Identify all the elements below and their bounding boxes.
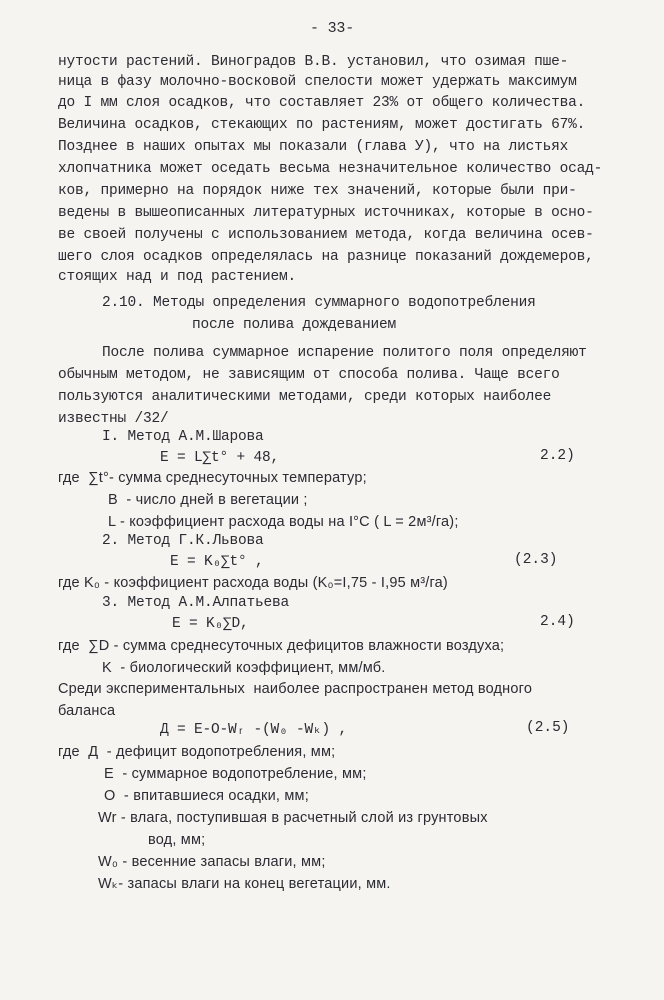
section-heading-cont: после полива дождеванием — [192, 317, 397, 333]
text-line: ков, примерно на порядок ниже тех значений, которые были при- — [58, 183, 577, 199]
formula: E = K₀∑D, — [172, 616, 249, 632]
definition-line: где K₀ - коэффициент расхода воды (K₀=I,75 - I,95 м³/га) — [58, 575, 448, 591]
definition-line: где ∑D - сумма среднесуточных дефицитов влажности воздуха; — [58, 638, 505, 654]
method-title: 3. Метод А.М.Алпатьева — [102, 595, 290, 611]
definition-line: Wₖ- запасы влаги на конец вегетации, мм. — [98, 876, 391, 892]
definition-line: где ∑t°- сумма среднесуточных температур; — [58, 470, 367, 486]
text-line: ведены в вышеописанных литературных источниках, которые в осно- — [58, 205, 594, 221]
method-title: I. Метод А.М.Шарова — [102, 429, 264, 445]
text-line: обычным методом, не зависящим от способа полива. Чаще всего — [58, 367, 560, 383]
formula: E = K₀∑t° , — [170, 554, 264, 570]
definition-line: где Д - дефицит водопотребления, мм; — [58, 744, 336, 760]
text-line: баланса — [58, 703, 116, 719]
definition-line: В - число дней в вегетации ; — [108, 492, 308, 508]
definition-line: W₀ - весенние запасы влаги, мм; — [98, 854, 326, 870]
text-line: нутости растений. Виноградов В.В. установил, что озимая пше- — [58, 54, 569, 70]
text-line: пользуются аналитическими методами, среди которых наиболее — [58, 389, 552, 405]
equation-number: (2.3) — [514, 552, 558, 568]
definition-line: Wr - влага, поступившая в расчетный слой из грунтовых — [98, 810, 488, 826]
definition-line: Е - суммарное водопотребление, мм; — [104, 766, 367, 782]
text-line: до I мм слоя осадков, что составляет 23% от общего количества. — [58, 95, 586, 111]
page-number: - 33- — [310, 20, 355, 37]
text-line: шего слоя осадков определялась на разнице показаний дождемеров, — [58, 249, 594, 265]
text-line: Позднее в наших опытах мы показали (глава У), что на листьях — [58, 139, 569, 155]
definition-line: вод, мм; — [148, 832, 206, 848]
text-line: хлопчатника может оседать весьма незначительное количество осад- — [58, 161, 603, 177]
definition-line: О - впитавшиеся осадки, мм; — [104, 788, 309, 804]
text-line: Среди экспериментальных наиболее распространен метод водного — [58, 681, 533, 697]
equation-number: 2.4) — [540, 614, 575, 630]
definition-line: K - биологический коэффициент, мм/мб. — [102, 660, 386, 676]
formula: Д = E-O-Wᵣ -(W₀ -Wₖ) , — [160, 722, 348, 738]
formula: E = L∑t° + 48, — [160, 450, 280, 466]
text-line: Величина осадков, стекающих по растениям, может достигать 67%. — [58, 117, 586, 133]
method-title: 2. Метод Г.К.Львова — [102, 533, 264, 549]
text-line: известны /32/ — [58, 411, 169, 427]
text-line: стоящих над и под растением. — [58, 269, 297, 285]
definition-line: L - коэффициент расхода воды на I°C ( L = 2м³/га); — [108, 514, 459, 530]
text-line: ве своей получены с использованием метода, когда величина осев- — [58, 227, 594, 243]
equation-number: (2.5) — [526, 720, 570, 736]
text-line: После полива суммарное испарение политого поля определяют — [102, 345, 587, 361]
text-line: ница в фазу молочно-восковой спелости может удержать максимум — [58, 74, 577, 90]
equation-number: 2.2) — [540, 448, 575, 464]
section-heading: 2.10. Методы определения суммарного водопотребления — [102, 295, 536, 311]
